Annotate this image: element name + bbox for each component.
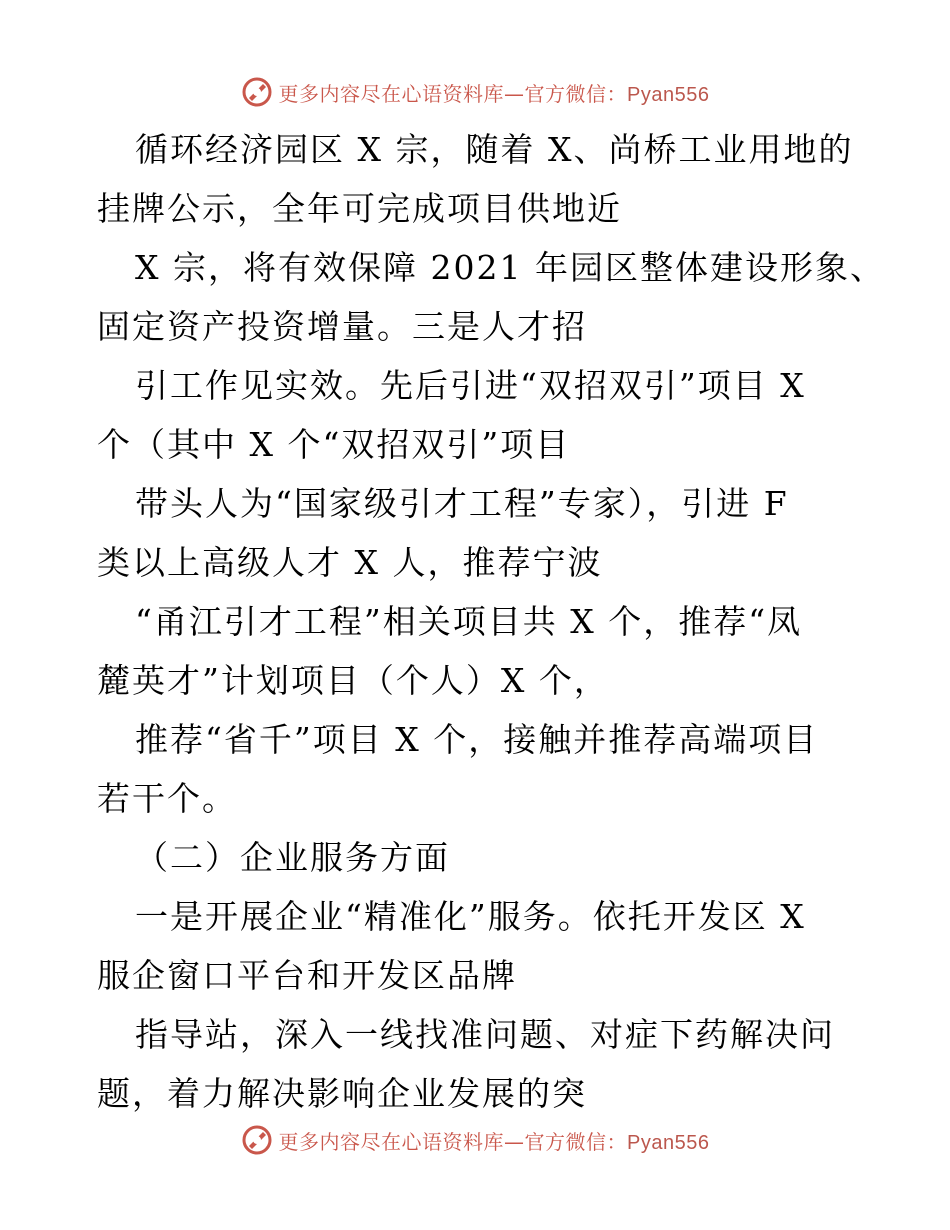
text-line: 指导站，深入一线找准问题、对症下药解决问 [135,1015,835,1054]
text-line: 服企窗口平台和开发区品牌 [97,956,517,995]
watermark-text: 更多内容尽在心语资料库—官方微信：Pyan556 [278,1129,710,1154]
footer-watermark [0,1120,950,1160]
header-watermark [0,72,950,112]
text-line: 带头人为“国家级引才工程”专家），引进 F [135,484,789,523]
text-line: 固定资产投资增量。三是人才招 [97,307,587,346]
watermark-logo-icon [241,1124,273,1156]
text-line: 引工作见实效。先后引进“双招双引”项目 X [135,366,806,405]
text-line: 若干个。 [97,779,237,818]
text-line: 类以上高级人才 X 人，推荐宁波 [97,543,603,582]
text-line: 循环经济园区 X 宗，随着 X、尚桥工业用地的 [135,130,854,169]
text-line: （二）企业服务方面 [135,838,450,877]
watermark-logo-icon [241,76,273,108]
text-line: 一是开展企业“精准化”服务。依托开发区 X [135,897,806,936]
text-line: 题，着力解决影响企业发展的突 [97,1074,587,1113]
text-line: 挂牌公示，全年可完成项目供地近 [97,189,622,228]
document-body [97,120,885,1123]
text-line: 麓英才”计划项目（个人）X 个， [97,661,609,700]
text-line: X 宗，将有效保障 2021 年园区整体建设形象、 [135,248,885,287]
watermark-text: 更多内容尽在心语资料库—官方微信：Pyan556 [278,81,710,106]
text-line: 推荐“省千”项目 X 个，接触并推荐高端项目 [135,720,819,759]
text-line: 个（其中 X 个“双招双引”项目 [97,425,571,464]
text-line: “甬江引才工程”相关项目共 X 个，推荐“凤 [135,602,803,641]
